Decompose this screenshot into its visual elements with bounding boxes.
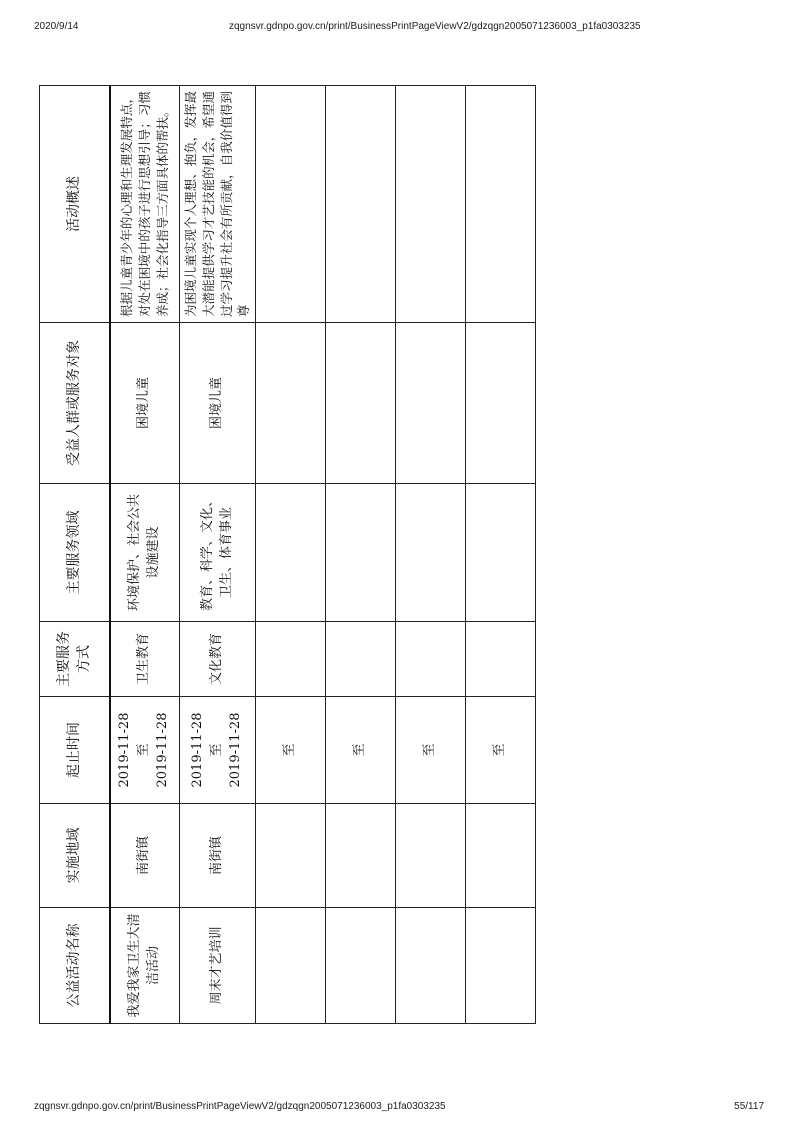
col-header-mode: 主要服务方式 <box>40 622 110 697</box>
cell-mode <box>466 622 536 697</box>
cell-summary: 根据儿童青少年的心理和生理发展特点，对处在困境中的孩子进行思想引导；习惯养成；社会化指导三方面具体的帮扶。 <box>110 86 180 323</box>
cell-target <box>466 323 536 484</box>
time-end: 2019-11-28 <box>227 712 243 788</box>
cell-time: 至 <box>256 697 326 804</box>
table-row <box>180 86 256 1024</box>
page-number: 55/117 <box>734 1101 764 1112</box>
cell-time <box>110 697 180 804</box>
col-header-field: 主要服务领域 <box>40 484 110 622</box>
cell-field <box>256 484 326 622</box>
cell-time: 至 <box>326 697 396 804</box>
col-header-time: 起止时间 <box>40 697 110 804</box>
cell-field <box>396 484 466 622</box>
time-separator: 至 <box>136 743 152 757</box>
cell-summary: 为困境儿童实现个人理想、抱负，发挥最大潜能提供学习才艺技能的机会，希望通过学习提升社会有所贡献，自我价值得到尊 <box>180 86 256 323</box>
cell-name <box>256 908 326 1024</box>
cell-name: 我爱我家卫生大清洁活动 <box>110 908 180 1024</box>
print-date: 2020/9/14 <box>34 21 79 32</box>
cell-area <box>396 804 466 908</box>
cell-name <box>396 908 466 1024</box>
cell-mode: 卫生教育 <box>110 622 180 697</box>
cell-summary <box>326 86 396 323</box>
cell-area <box>256 804 326 908</box>
time-separator: 至 <box>209 743 225 757</box>
time-start: 2019-11-28 <box>190 712 206 788</box>
cell-field: 环境保护、社会公共设施建设 <box>110 484 180 622</box>
activities-table <box>39 85 536 1024</box>
col-header-name: 公益活动名称 <box>40 908 110 1024</box>
cell-mode <box>396 622 466 697</box>
cell-target: 困境儿童 <box>180 323 256 484</box>
cell-time: 至 <box>396 697 466 804</box>
col-header-area: 实施地域 <box>40 804 110 908</box>
col-header-target: 受益人群或服务对象 <box>40 323 110 484</box>
cell-field <box>466 484 536 622</box>
cell-mode: 文化教育 <box>180 622 256 697</box>
cell-field <box>326 484 396 622</box>
cell-area: 南街镇 <box>110 804 180 908</box>
table-row <box>256 86 326 1024</box>
cell-area <box>466 804 536 908</box>
cell-time <box>180 697 256 804</box>
cell-area: 南街镇 <box>180 804 256 908</box>
time-start: 2019-11-28 <box>117 712 133 788</box>
table-row <box>396 86 466 1024</box>
cell-summary <box>466 86 536 323</box>
table-row <box>110 86 180 1024</box>
activities-table-rotated <box>39 86 511 1024</box>
col-header-summary: 活动概述 <box>40 86 110 323</box>
table-header-row <box>40 86 110 1024</box>
footer-url: zqgnsvr.gdnpo.gov.cn/print/BusinessPrintPageViewV2/gdzqgn2005071236003_p1fa0303235 <box>34 1101 446 1112</box>
print-url: zqgnsvr.gdnpo.gov.cn/print/BusinessPrintPageViewV2/gdzqgn2005071236003_p1fa0303235 <box>229 21 641 32</box>
cell-target <box>396 323 466 484</box>
cell-name <box>466 908 536 1024</box>
cell-target: 困境儿童 <box>110 323 180 484</box>
cell-mode <box>256 622 326 697</box>
cell-name <box>326 908 396 1024</box>
cell-mode <box>326 622 396 697</box>
time-end: 2019-11-28 <box>155 712 171 788</box>
cell-target <box>256 323 326 484</box>
cell-target <box>326 323 396 484</box>
cell-area <box>326 804 396 908</box>
cell-time: 至 <box>466 697 536 804</box>
cell-name: 周末才艺培训 <box>180 908 256 1024</box>
table-row <box>326 86 396 1024</box>
cell-summary <box>256 86 326 323</box>
cell-field: 教育、科学、文化、卫生、体育事业 <box>180 484 256 622</box>
table-row <box>466 86 536 1024</box>
cell-summary <box>396 86 466 323</box>
